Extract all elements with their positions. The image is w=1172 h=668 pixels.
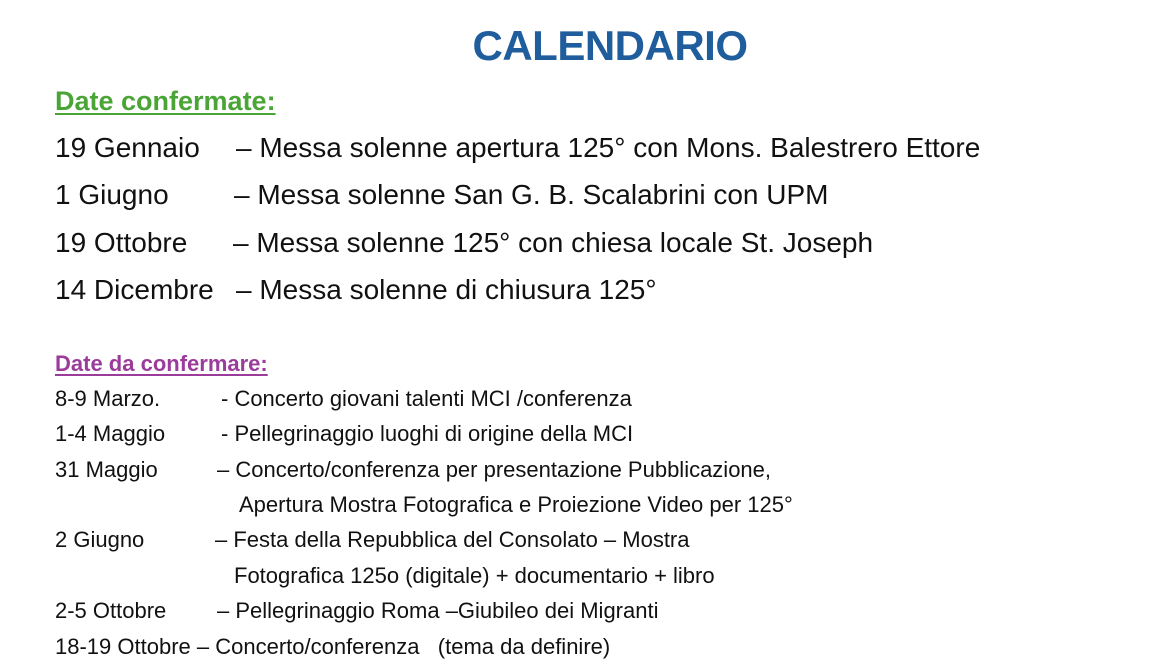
- confirmed-item-date: 19 Gennaio: [55, 132, 200, 163]
- confirmed-item-date: 1 Giugno: [55, 179, 169, 210]
- confirmed-item-date: 19 Ottobre: [55, 227, 188, 258]
- confirmed-item-date: 14 Dicembre: [55, 274, 214, 305]
- confirmed-item-event: – Messa solenne di chiusura 125°: [236, 274, 657, 305]
- pending-item-date: 8-9 Marzo.: [55, 386, 161, 411]
- pending-item: [55, 419, 633, 449]
- pending-item-date: 2 Giugno: [55, 527, 145, 552]
- confirmed-item-event: – Messa solenne San G. B. Scalabrini con UPM: [234, 179, 829, 210]
- pending-item-continuation: Fotografica 125o (digitale) + documentario + libro: [234, 563, 715, 588]
- pending-item: [55, 455, 771, 485]
- confirmed-item: [55, 130, 980, 166]
- pending-item-date: 31 Maggio: [55, 457, 158, 482]
- pending-item-event: – Festa della Repubblica del Consolato – Mostra: [215, 527, 690, 552]
- pending-item: [55, 596, 658, 626]
- confirmed-item-event: – Messa solenne 125° con chiesa locale St. Joseph: [233, 227, 874, 258]
- pending-item: [55, 525, 690, 555]
- pending-item-event: – Concerto/conferenza (tema da definire): [196, 634, 611, 659]
- page-title: CALENDARIO: [472, 22, 748, 69]
- confirmed-item: [55, 272, 657, 308]
- pending-item-event: – Concerto/conferenza per presentazione Pubblicazione,: [217, 457, 772, 482]
- pending-item-continuation: Apertura Mostra Fotografica e Proiezione Video per 125°: [239, 492, 793, 517]
- pending-item-date: 18-19 Ottobre: [55, 634, 191, 659]
- confirmed-item-event: – Messa solenne apertura 125° con Mons. Balestrero Ettore: [236, 132, 981, 163]
- pending-dates-heading: Date da confermare:: [55, 351, 268, 376]
- confirmed-dates-heading: Date confermate:: [55, 86, 276, 116]
- pending-item: [55, 632, 610, 662]
- pending-item-date: 1-4 Maggio: [55, 421, 166, 446]
- pending-item: [55, 384, 632, 414]
- pending-item-event: - Concerto giovani talenti MCI /conferenza: [221, 386, 632, 411]
- confirmed-item: [55, 177, 829, 213]
- pending-item-event: - Pellegrinaggio luoghi di origine della MCI: [221, 421, 634, 446]
- confirmed-item: [55, 225, 873, 261]
- pending-item-date: 2-5 Ottobre: [55, 598, 167, 623]
- pending-item-event: – Pellegrinaggio Roma –Giubileo dei Migranti: [217, 598, 659, 623]
